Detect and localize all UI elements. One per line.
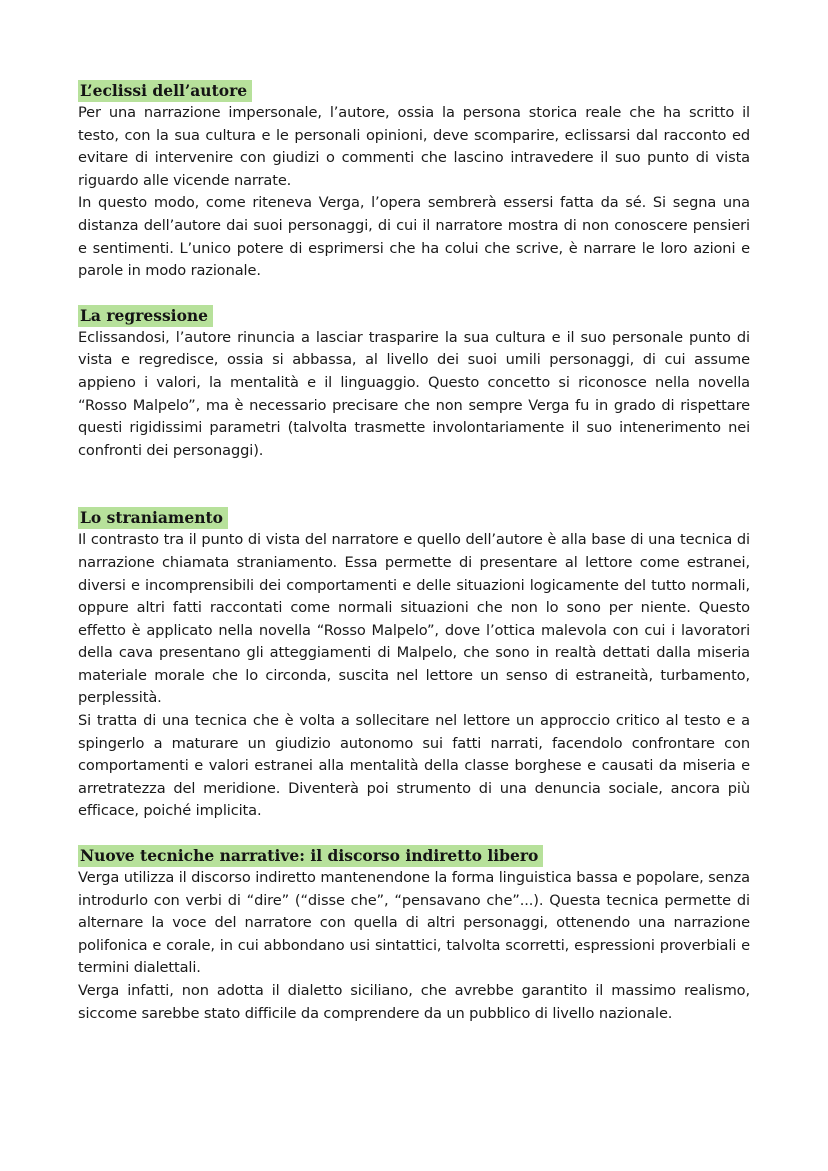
spacer [78,462,750,507]
paragraph: Si tratta di una tecnica che è volta a sollecitare nel lettore un approccio critico al testo e a spingerlo a maturare un giudizio autonomo sui fatti narrati, facendolo confrontare con comportamenti e valori estranei alla mentalità della classe borghese e causati da miseria e arretratezza del meridione. Diventerà poi strumento di una denuncia sociale, ancora più efficace, poiché implicita. [78,712,750,820]
paragraph: Verga utilizza il discorso indiretto mantenendone la forma linguistica bassa e popolare, senza introdurlo con verbi di “dire” (“disse che”, “pensavano che”...). Questa tecnica permette di alternare la voce del narratore con quella di altri personaggi, ottenendo una narrazione polifonica e corale, in cui abbondano usi sintattici, talvolta scorretti, espressioni proverbiali e termini dialettali. [78,869,750,977]
spacer [78,283,750,305]
paragraph: Per una narrazione impersonale, l’autore, ossia la persona storica reale che ha scritto il testo, con la sua cultura e le personali opinioni, deve scomparire, eclissarsi dal racconto ed evitare di intervenire con giudizi o commenti che lascino intravedere il suo punto di vista riguardo alle vicende narrate. [78,104,750,189]
paragraph: In questo modo, come riteneva Verga, l’opera sembrerà essersi fatta da sé. Si segna una distanza dell’autore dai suoi personaggi, di cui il narratore mostra di non conoscere pensieri e sentimenti. L’unico potere di esprimersi che ha colui che scrive, è narrare le loro azioni e parole in modo razionale. [78,194,750,280]
paragraph: Eclissandosi, l’autore rinuncia a lasciar trasparire la sua cultura e il suo personale punto di vista e regredisce, ossia si abbassa, al livello dei suoi umili personaggi, di cui assume appieno i valori, la mentalità e il linguaggio. Questo concetto si riconosce nella novella “Rosso Malpelo”, ma è necessario precisare che non sempre Verga fu in grado di rispettare questi rigidissimi parametri (talvolta trasmette involontariamente il suo intenerimento nei confronti dei personaggi). [78,328,750,459]
section-regressione [78,305,750,463]
paragraph: Il contrasto tra il punto di vista del narratore e quello dell’autore è alla base di una tecnica di narrazione chiamata straniamento. Essa permette di presentare al lettore come estranei, diversi e incomprensibili dei comportamenti e delle situazioni logicamente del tutto normali, oppure altri fatti raccontati come normali situazioni che non lo sono per niente. Questo effetto è applicato nella novella “Rosso Malpelo”, dove l’ottica malevola con cui i lavoratori della cava presentano gli atteggiamenti di Malpelo, che sono in realtà dettati dalla miseria materiale morale che lo circonda, suscita nel lettore un senso di estraneità, turbamento, perplessità. [78,531,750,707]
section-heading: La regressione [78,305,213,327]
section-heading: L’eclissi dell’autore [78,80,252,102]
paragraph: Verga infatti, non adotta il dialetto siciliano, che avrebbe garantito il massimo realismo, siccome sarebbe stato difficile da comprendere da un pubblico di livello nazionale. [78,982,750,1022]
document-page [78,80,750,1025]
section-eclissi [78,80,750,283]
section-heading: Lo straniamento [78,507,228,529]
section-discorso-indiretto [78,845,750,1025]
section-straniamento [78,507,750,823]
section-heading: Nuove tecniche narrative: il discorso indiretto libero [78,845,543,867]
spacer [78,823,750,845]
